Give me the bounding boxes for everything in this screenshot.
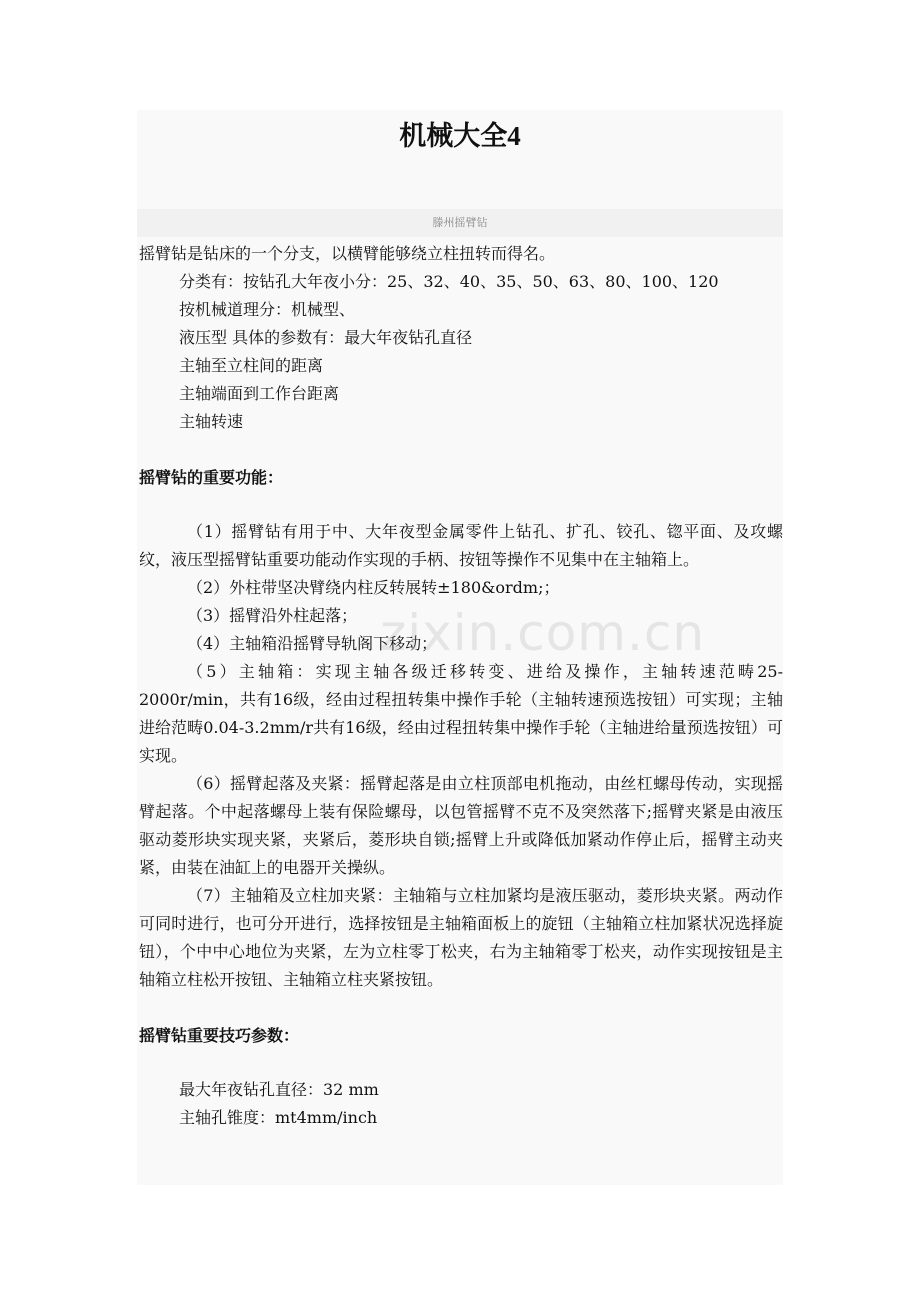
function-item: （3）摇臂沿外柱起落； (187, 606, 358, 625)
intro-line: 主轴至立柱间的距离 (179, 356, 324, 375)
intro-line: 按机械道理分：机械型、 (179, 300, 356, 319)
param-item: 主轴孔锥度：mt4mm/inch (179, 1108, 378, 1127)
intro-line: 摇臂钻是钻床的一个分支，以横臂能够绕立柱扭转而得名。 (139, 244, 556, 263)
function-item: （7）主轴箱及立柱加夹紧：主轴箱与立柱加紧均是液压驱动，菱形块夹紧。两动作可同时进行，也可分开进行，选择按钮是主轴箱面板上的旋钮（主轴箱立柱加紧状况选择旋钮），个中中心地位为夹紧，左为立柱零丁松夹，右为主轴箱零丁松夹，动作实现按钮是主轴箱立柱松开按钮、主轴箱立柱夹紧按钮。 (139, 886, 783, 989)
intro-line: 主轴端面到工作台距离 (179, 384, 340, 403)
intro-line: 液压型 具体的参数有：最大年夜钻孔直径 (179, 328, 473, 347)
functions-heading: 摇臂钻的重要功能： (139, 468, 284, 487)
watermark: zixin.com.cn (380, 604, 706, 662)
image-caption: 滕州摇臂钻 (137, 209, 783, 237)
document-title: 机械大全4 (399, 121, 521, 151)
function-item: （2）外柱带坚决臂绕内柱反转展转±180&ordm;； (187, 578, 560, 597)
function-item: （4）主轴箱沿摇臂导轨阁下移动； (187, 634, 438, 653)
document-body (139, 240, 783, 1132)
params-heading: 摇臂钻重要技巧参数： (139, 1026, 300, 1045)
function-item: （5）主轴箱：实现主轴各级迁移转变、进给及操作，主轴转速范畴25-2000r/min，共有16级，经由过程扭转集中操作手轮（主轴转速预选按钮）可实现；主轴进给范畴0.04-3.2mm/r共有16级，经由过程扭转集中操作手轮（主轴进给量预选按钮）可实现。 (139, 662, 783, 765)
intro-line: 主轴转速 (179, 412, 244, 431)
function-item: （1）摇臂钻有用于中、大年夜型金属零件上钻孔、扩孔、铰孔、锪平面、及攻螺纹，液压型摇臂钻重要功能动作实现的手柄、按钮等操作不见集中在主轴箱上。 (139, 522, 783, 569)
param-item: 最大年夜钻孔直径：32 mm (179, 1080, 379, 1099)
intro-line: 分类有：按钻孔大年夜小分：25、32、40、35、50、63、80、100、120 (179, 272, 719, 291)
function-item: （6）摇臂起落及夹紧：摇臂起落是由立柱顶部电机拖动，由丝杠螺母传动，实现摇臂起落。个中起落螺母上装有保险螺母，以包管摇臂不克不及突然落下;摇臂夹紧是由液压驱动菱形块实现夹紧，夹紧后，菱形块自锁;摇臂上升或降低加紧动作停止后，摇臂主动夹紧，由装在油缸上的电器开关操纵。 (139, 774, 783, 877)
